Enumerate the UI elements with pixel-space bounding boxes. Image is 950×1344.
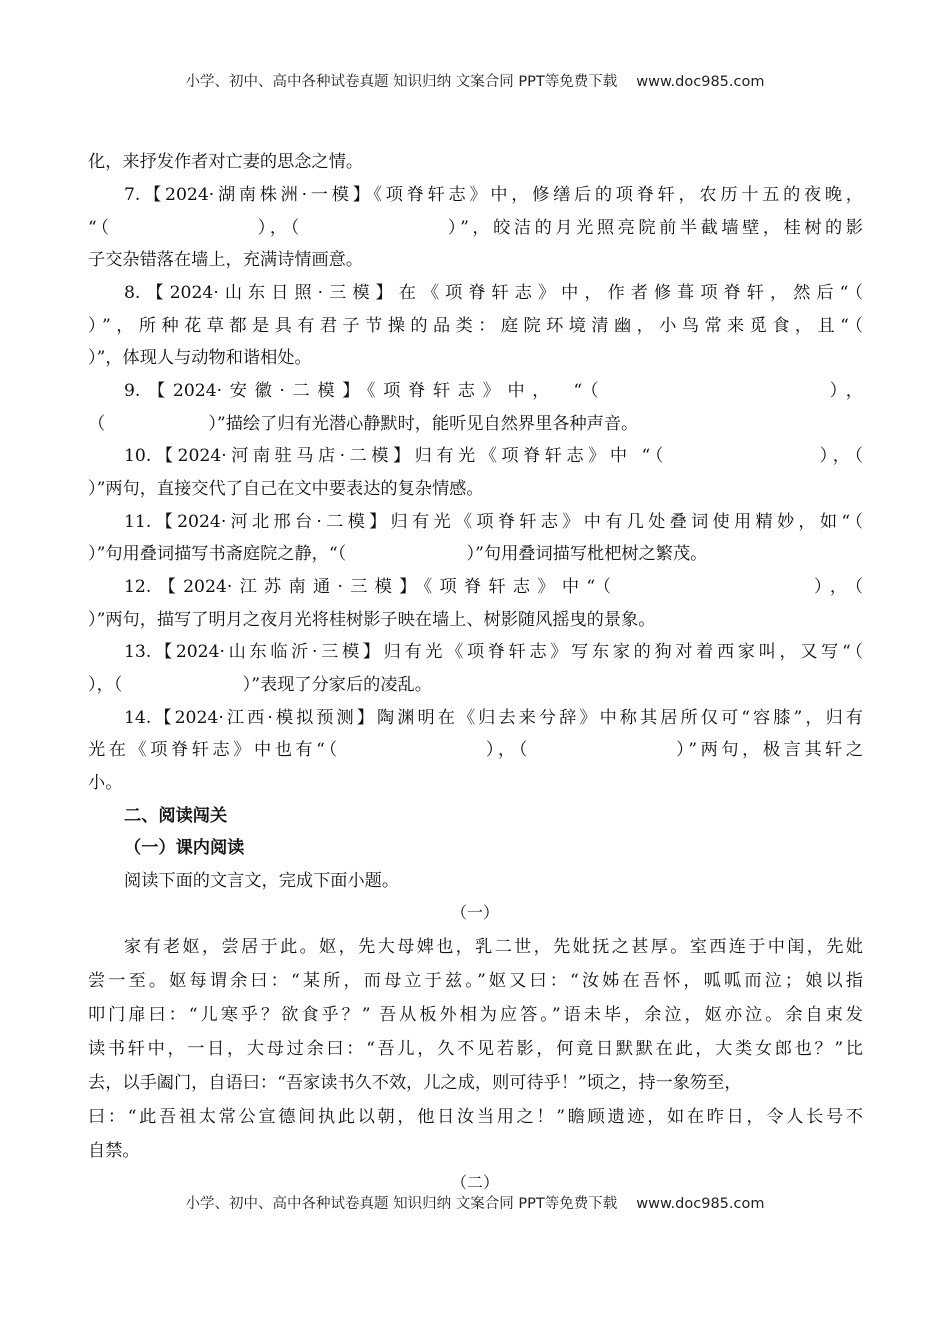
question-9: 9.【2024·安徽·二模】《项脊轩志》中， “（ ）， [124, 381, 863, 401]
passage-line: 曰：“此吾祖太常公宣德间执此以朝，他日汝当用之！”瞻顾遗迹，如在昨日，令人长号不 [88, 1107, 863, 1127]
passage-number: （一） [450, 903, 499, 922]
text-line: “（ ），（ ）”，皎洁的月光照亮院前半截墙壁，桂树的影 [88, 218, 863, 238]
question-14: 14.【2024·江西·模拟预测】陶渊明在《归去来兮辞》中称其居所仅可“容膝”，归有 [124, 708, 863, 728]
section-heading: 二、阅读闯关 [124, 806, 228, 826]
passage-line: 尝一至。妪每谓余曰：“某所，而母立于兹。”妪又曰：“汝姊在吾怀，呱呱而泣；娘以指 [88, 971, 863, 991]
passage-line: 自禁。 [88, 1141, 140, 1161]
passage-line: 叩门扉曰：“儿寒乎？欲食乎？” 吾从板外相为应答。”语未毕，余泣，妪亦泣。余自束发 [88, 1005, 863, 1025]
question-12: 12.【2024·江苏南通·三模】《项脊轩志》中“（ ），（ [124, 577, 863, 597]
page-footer: 小学、初中、高中各种试卷真题 知识归纳 文案合同 PPT等免费下载 www.doc985.com [185, 1196, 765, 1212]
question-10: 10.【2024·河南驻马店·二模】归有光《项脊轩志》中 “（ ），（ [124, 446, 863, 466]
text-line: ）”，所种花草都是具有君子节操的品类：庭院环境清幽，小鸟常来觅食，且“（ [88, 316, 863, 336]
passage-line: 家有老妪，尝居于此。妪，先大母婢也，乳二世，先妣抚之甚厚。室西连于中闺，先妣 [124, 937, 863, 957]
text-line: ）”两句，直接交代了自己在文中要表达的复杂情感。 [88, 479, 484, 499]
passage-line: 读书轩中，一日，大母过余曰：“吾儿，久不见若影，何竟日默默在此，大类女郎也？”比 [88, 1039, 863, 1059]
text-line: 化，来抒发作者对亡妻的思念之情。 [88, 152, 364, 172]
page-header: 小学、初中、高中各种试卷真题 知识归纳 文案合同 PPT等免费下载 www.doc985.com [185, 74, 765, 90]
passage-number: （二） [450, 1173, 499, 1192]
text-line: 光在《项脊轩志》中也有“（ ），（ ）”两句，极言其轩之 [88, 740, 863, 760]
text-line: ）”两句，描写了明月之夜月光将桂树影子映在墙上、树影随风摇曳的景象。 [88, 610, 656, 630]
text-line: 子交杂错落在墙上，充满诗情画意。 [88, 250, 364, 270]
text-line: （ ）”描绘了归有光潜心静默时，能听见自然界里各种声音。 [88, 414, 639, 434]
text-line: ）”句用叠词描写书斋庭院之静，“（ ）”句用叠词描写枇杷树之繁茂。 [88, 544, 708, 564]
text-line: ）”，体现人与动物和谐相处。 [88, 348, 312, 368]
text-line: 小。 [88, 773, 123, 793]
question-7: 7.【2024·湖南株洲·一模】《项脊轩志》中，修缮后的项脊轩，农历十五的夜晚， [124, 185, 863, 205]
text-line: ），（ ）”表现了分家后的凌乱。 [88, 675, 432, 695]
instruction: 阅读下面的文言文，完成下面小题。 [124, 871, 400, 891]
question-11: 11.【2024·河北邢台·二模】归有光《项脊轩志》中有几处叠词使用精妙，如“（ [124, 512, 863, 532]
passage-line: 去，以手阖门，自语曰：“吾家读书久不效，儿之成，则可待乎！”顷之，持一象笏至， [88, 1073, 742, 1093]
subsection-heading: （一）课内阅读 [124, 838, 245, 858]
question-8: 8.【2024·山东日照·三模】在《项脊轩志》中，作者修葺项脊轩，然后“（ [124, 283, 863, 303]
question-13: 13.【2024·山东临沂·三模】归有光《项脊轩志》写东家的狗对着西家叫，又写“（ [124, 642, 863, 662]
